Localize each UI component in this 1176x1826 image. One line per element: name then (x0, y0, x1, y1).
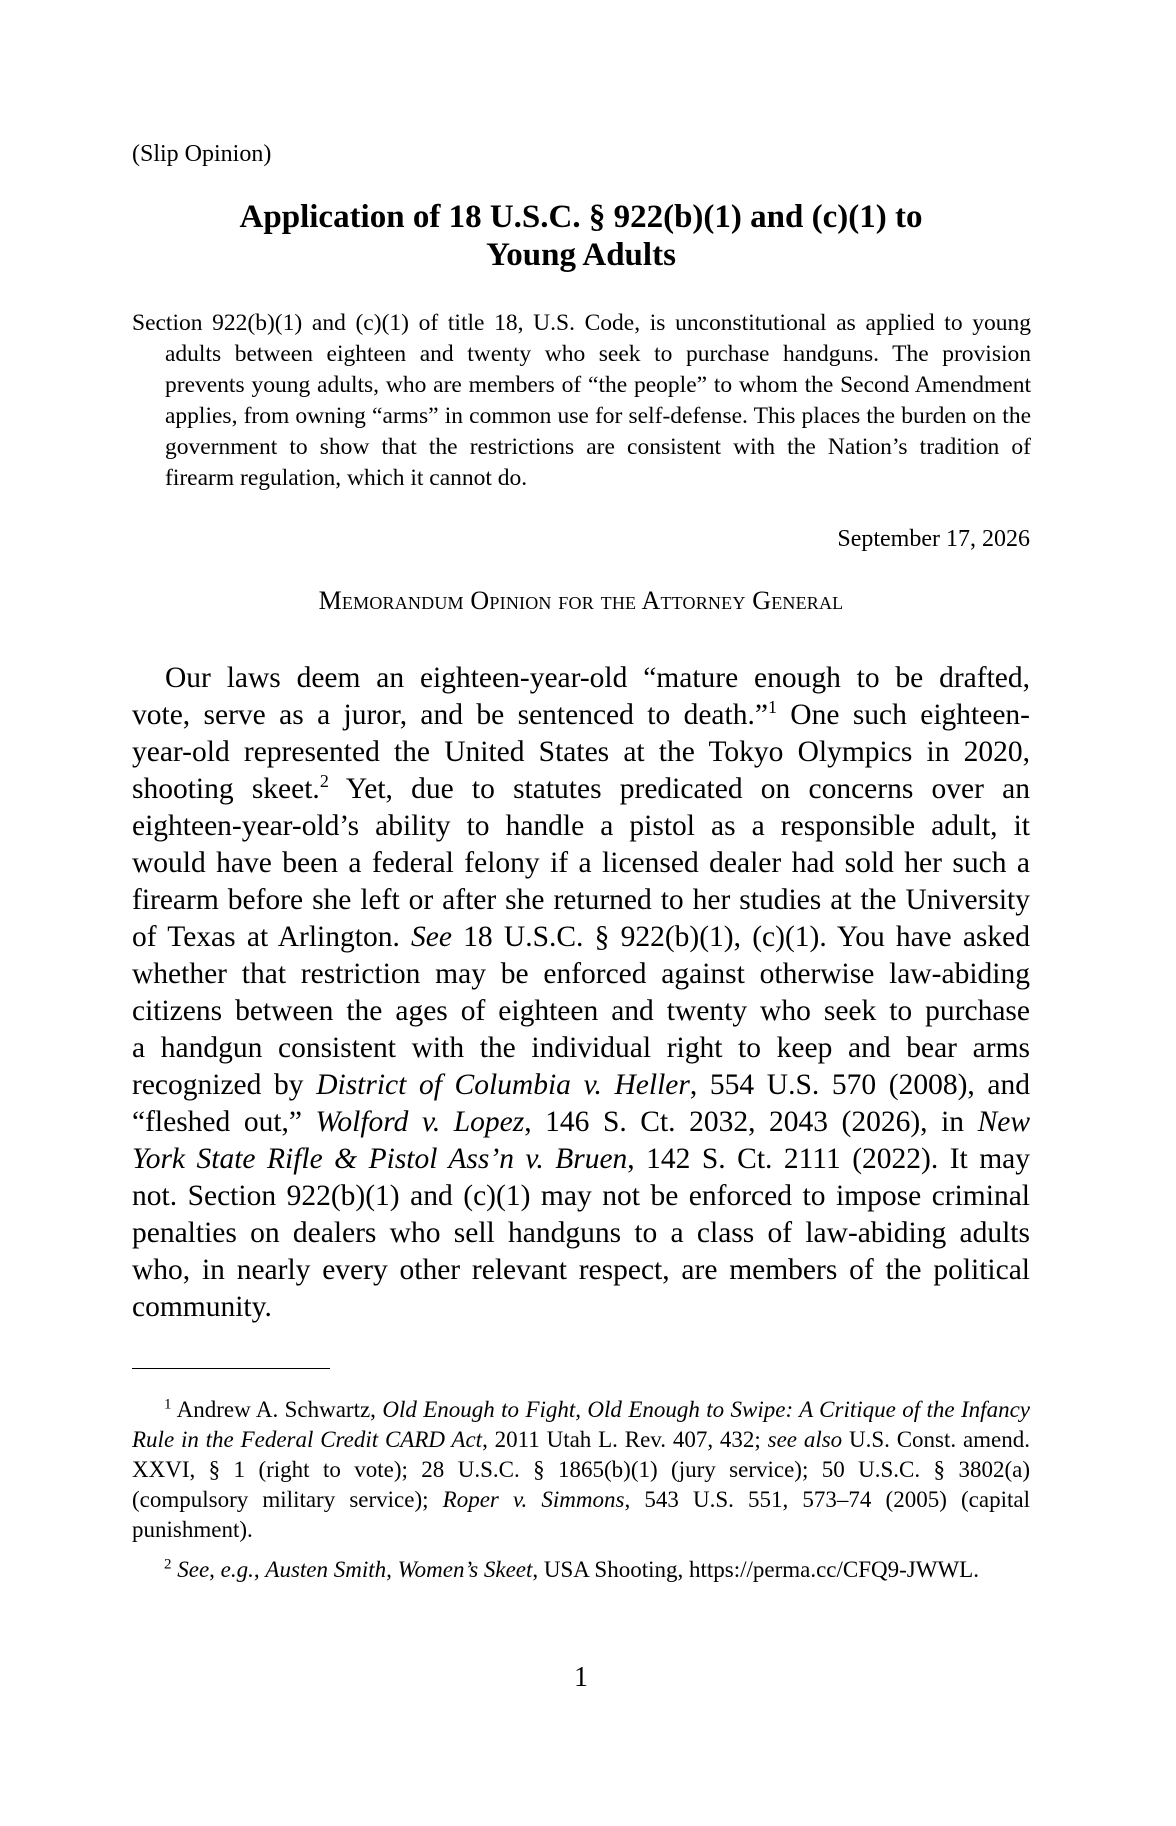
syllabus-headnote: Section 922(b)(1) and (c)(1) of title 18, U.S. Code, is unconstitutional as applied to young adults between eighteen and twenty who seek to purchase handguns. The provision prevents young adults, who are members of “the people” to whom the Second Amendment applies, from owning “arms” in common use for self-defense. This places the burden on the government to show that the restrictions are consistent with the Nation’s tradition of firearm regulation, which it cannot do. (132, 310, 1031, 491)
body-text: One such eighteen- (776, 699, 1030, 731)
footnote-text: Andrew A. Schwartz, (171, 1397, 383, 1422)
body-text: , 146 S. Ct. 2032, 2043 (2026), in (524, 1106, 978, 1138)
footnote-italic: Austen Smith, Women’s Skeet (265, 1557, 533, 1582)
body-text: eighteen-year-old’s ability to handle a pistol as a responsible adult, it (132, 810, 1030, 842)
page-number: 1 (574, 1662, 588, 1693)
document-title-line-1: Application of 18 U.S.C. § 922(b)(1) and (c)(1) to (239, 199, 923, 235)
footnote-link-text[interactable]: , USA Shooting, https://perma.cc/CFQ9-JWWL. (532, 1557, 979, 1582)
body-text: of Texas at Arlington. (132, 921, 412, 953)
footnote-2 (132, 1555, 1030, 1585)
case-name-bruen: York State Rifle & Pistol Ass’n v. Bruen (132, 1143, 628, 1175)
body-line (132, 1030, 1030, 1067)
footnote-separator (132, 1368, 330, 1369)
footnote-1 (132, 1395, 1030, 1545)
body-line (132, 1178, 1030, 1215)
memo-heading: Memorandum Opinion for the Attorney General (318, 586, 844, 615)
body-text: recognized by (132, 1069, 317, 1101)
body-line (132, 1252, 1030, 1289)
footnote-text: , 543 U.S. 551, 573–74 (2005) (capital punishment). (132, 1487, 1030, 1542)
body-text: 18 U.S.C. § 922(b)(1), (c)(1). You have asked (451, 921, 1030, 953)
body-text: Our laws deem an eighteen-year-old “mature enough to be drafted, (165, 662, 1030, 694)
footnote-italic: Old Enough to Fight, Old Enough to Swipe: A Critique of the Infancy Rule in the Federal Credit CARD Act (132, 1397, 1030, 1452)
footnote-italic: Roper v. Simmons (442, 1487, 625, 1512)
case-name-wolford: Wolford v. Lopez (315, 1106, 525, 1138)
body-line (132, 919, 1030, 956)
body-text: “fleshed out,” (132, 1106, 316, 1138)
body-text: , 554 U.S. 570 (2008), and (689, 1069, 1031, 1101)
body-text: vote, serve as a juror, and be sentenced to death.” (132, 699, 768, 731)
body-text: would have been a federal felony if a licensed dealer had sold her such a (132, 847, 1030, 879)
body-text: community. (132, 1291, 272, 1323)
body-text: firearm before she left or after she returned to her studies at the University (132, 884, 1030, 916)
opinion-date: September 17, 2026 (837, 526, 1030, 552)
case-name-heller: District of Columbia v. Heller (316, 1069, 690, 1101)
body-line (132, 771, 1030, 808)
body-text: , 142 S. Ct. 2111 (2022). It may (627, 1143, 1030, 1175)
footnote-number: 2 (164, 1556, 172, 1573)
body-line (132, 1104, 1030, 1141)
footnote-ref-1[interactable]: 1 (767, 697, 777, 718)
footnote-text: U.S. Const. amend. XXVI, § 1 (right to vote); 28 U.S.C. § 1865(b)(1) (jury service); 50 U.S.C. § 3802(a) (compulsory military service); (132, 1427, 1031, 1512)
body-line (132, 845, 1030, 882)
body-text: Yet, due to statutes predicated on concerns over an (328, 773, 1030, 805)
footnote-italic: see also (767, 1427, 843, 1452)
body-text: not. Section 922(b)(1) and (c)(1) may not be enforced to impose criminal (132, 1180, 1030, 1212)
body-line (132, 993, 1030, 1030)
body-line (132, 734, 1030, 771)
document-title-line-2: Young Adults (486, 237, 676, 273)
footnote-ref-2[interactable]: 2 (319, 771, 329, 792)
body-line (132, 697, 1030, 734)
body-line (132, 808, 1030, 845)
body-line (132, 882, 1030, 919)
body-italic: See (411, 921, 452, 953)
body-line (132, 956, 1030, 993)
body-text: citizens between the ages of eighteen and twenty who seek to purchase (132, 995, 1030, 1027)
slip-opinion-label: (Slip Opinion) (132, 141, 272, 167)
body-text: a handgun consistent with the individual right to keep and bear arms (132, 1032, 1030, 1064)
footnote-text: , (253, 1557, 266, 1582)
body-text: year-old represented the United States at the Tokyo Olympics in 2020, (132, 736, 1030, 768)
body-line (165, 660, 1030, 697)
body-text: shooting skeet. (132, 773, 320, 805)
footnote-italic: See, e.g. (171, 1557, 254, 1582)
body-line (132, 1215, 1030, 1252)
footnote-number: 1 (164, 1396, 172, 1413)
body-line (132, 1289, 1030, 1326)
body-text: whether that restriction may be enforced against otherwise law-abiding (132, 958, 1030, 990)
body-line (132, 1067, 1030, 1104)
body-text: who, in nearly every other relevant respect, are members of the political (132, 1254, 1030, 1286)
body-line (132, 1141, 1030, 1178)
case-name-bruen: New (977, 1106, 1031, 1138)
body-text: penalties on dealers who sell handguns to a class of law-abiding adults (132, 1217, 1030, 1249)
footnote-text: , 2011 Utah L. Rev. 407, 432; (482, 1427, 768, 1452)
